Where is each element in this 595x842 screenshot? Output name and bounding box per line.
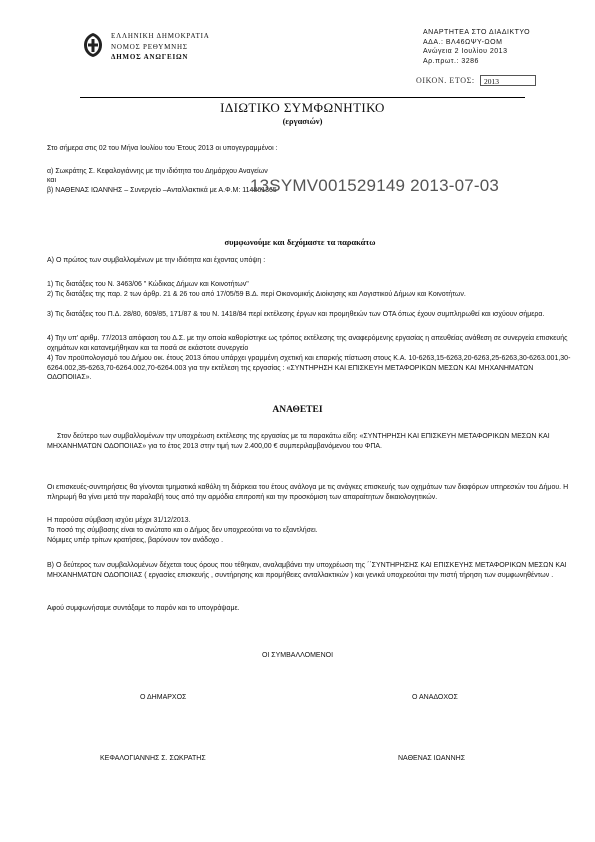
party-a: α) Σωκράτης Σ. Κεφαλογιάννης με την ιδιότητα του Δημάρχου Αναγείων xyxy=(47,168,268,175)
party-conjunction: και xyxy=(47,177,57,184)
agreement-heading: συμφωνούμε και δεχόμαστε τα παρακάτω xyxy=(224,237,376,247)
term-max-amount: Το ποσό της σύμβασης είναι το ανώτατο και ο Δήμος δεν υποχρεούται να το εξαντλήσει. xyxy=(47,527,318,534)
contractor-name: ΝΑΘΕΝΑΣ ΙΩΑΝΝΗΣ xyxy=(398,755,466,762)
consideration-5: 4) Τον προϋπολογισμό του Δήμου οικ. έτους 2013 όπου υπάρχει γραμμένη σχετική και επαρκής πίστωση στους Κ.Α. 10-6263,15-6263,20-6263,25-6263,30-6263.001,30-6264.002,35-6263,70-6264.002,70-6264.003 για την εκτέλεση της εργασίας : «ΣΥΝΤΗΡΗΣΗ ΚΑΙ ΕΠΙΣΚΕΥΗ ΜΕΤΑΦΟΡΙΚΩΝ ΜΕΣΩΝ ΚΑΙ ΜΗΧΑΝΗΜΑΤΩΝ ΟΔΟΠΟΙΙΑΣ». xyxy=(47,355,571,382)
mayor-role: Ο ΔΗΜΑΡΧΟΣ xyxy=(140,694,187,701)
assign-heading: ΑΝΑΘΕΤΕΙ xyxy=(272,405,323,415)
consideration-2: 2) Τις διατάξεις της παρ. 2 των άρθρ. 21 & 26 του από 17/05/59 Β.Δ. περί Οικονομικής Διοίκησης και Λογιστικού Δήμων και Κοινοτήτων. xyxy=(47,291,466,298)
org-prefecture: ΝΟΜΟΣ ΡΕΘΥΜΝΗΣ xyxy=(111,42,188,51)
second-party-acceptance: Β) Ο δεύτερος των συμβαλλομένων δέχεται τους όρους που τέθηκαν, αναλαμβάνει την υποχρέωση της ΄΄ΣΥΝΤΗΡΗΣΗΣ ΚΑΙ ΕΠΙΣΚΕΥΗΣ ΜΕΤΑΦΟΡΙΚΩΝ ΜΕΣΩΝ ΚΑΙ ΜΗΧΑΝΗΜΑΤΩΝ ΟΔΟΠΟΙΙΑΣ ( εργασίες επισκευής , συντήρησης και προμήθειες ανταλλακτικών ) και γενικά υποχρεούται την πιστή τήρηση των συμφωνηθέντων . xyxy=(47,562,567,579)
fiscal-year-label: ΟΙΚΟΝ. ΕΤΟΣ: xyxy=(416,76,475,85)
registry-watermark: 13SYMV001529149 2013-07-03 xyxy=(250,176,500,195)
title-rule xyxy=(80,97,525,98)
greek-emblem-seal xyxy=(81,32,105,58)
org-country: ΕΛΛΗΝΙΚΗ ΔΗΜΟΚΡΑΤΙΑ xyxy=(111,32,210,40)
intro-text: Στο σήμερα στις 02 του Μήνα Ιουλίου του Έτους 2013 οι υπογεγραμμένοι : xyxy=(47,145,278,152)
document-reference-block xyxy=(423,28,530,66)
document-title: ΙΔΙΩΤΙΚΟ ΣΥΜΦΩΝΗΤΙΚΟ xyxy=(220,100,385,115)
fiscal-year-value: 2013 xyxy=(480,75,536,86)
document-date: Ανώγεια 2 Ιουλίου 2013 xyxy=(423,48,508,56)
party-b: β) ΝΑΘΕΝΑΣ ΙΩΑΝΝΗΣ – Συνεργείο –Ανταλλακτικά με Α.Φ.Μ: 114861365 xyxy=(47,187,277,194)
term-deductions: Νόμιμες υπέρ τρίτων κρατήσεις, βαρύνουν τον ανάδοχο . xyxy=(47,537,224,544)
contractor-role: Ο ΑΝΑΔΟΧΟΣ xyxy=(412,694,458,701)
consideration-1: 1) Τις διατάξεις του Ν. 3463/06 " Κώδικας Δήμων και Κοινοτήτων" xyxy=(47,281,249,288)
issuing-organization xyxy=(111,31,210,63)
protocol-number: Αρ.πρωτ.: 3286 xyxy=(423,57,479,65)
term-validity: Η παρούσα σύμβαση ισχύει μέχρι 31/12/2013. xyxy=(47,517,191,524)
first-party-intro: Α) Ο πρώτος των συμβαλλομένων με την ιδιότητα και έχοντας υπόψη : xyxy=(47,257,266,264)
closing-statement: Αφού συμφωνήσαμε συντάξαμε το παρόν και το υπογράψαμε. xyxy=(47,605,240,612)
internet-posting-note: ΑΝΑΡΤΗΤΕΑ ΣΤΟ ΔΙΑΔΙΚΤΥΟ xyxy=(423,29,531,36)
ada-code: ΑΔΑ.: ΒΛ46ΩΨΥ-ΩΟΜ xyxy=(423,38,503,46)
org-municipality: ΔΗΜΟΣ ΑΝΩΓΕΙΩΝ xyxy=(111,53,189,61)
term-payment: Οι επισκευές-συντηρήσεις θα γίνονται τμηματικά καθόλη τη διάρκεια του έτους ανάλογα με τις ανάγκες επισκευής των οχημάτων των διαφόρων υπηρεσιών του Δήμου. Η πληρωμή θα γίνει μετά την παραλαβή τους από την αρμόδια επιτροπή και την προσκόμιση των απαραίτητων δικαιολογητικών. xyxy=(47,484,569,501)
consideration-4: 4) Την υπ' αριθμ. 77/2013 απόφαση του Δ.Σ. με την οποία καθορίστηκε ως τρόπος εκτέλεσης της αναφερόμενης εργασίας η απευθείας ανάθεση σε συνεργεία επισκευής οχημάτων και κατανεμήθηκαν και τα ποσά σε εκάστοτε συνεργείο xyxy=(47,335,568,352)
mayor-name: ΚΕΦΑΛΟΓΙΑΝΝΗΣ Σ. ΣΩΚΡΑΤΗΣ xyxy=(100,755,206,762)
signatories-heading: ΟΙ ΣΥΜΒΑΛΛΟΜΕΝΟΙ xyxy=(261,652,334,659)
consideration-3: 3) Τις διατάξεις του Π.Δ. 28/80, 609/85, 171/87 & του Ν. 1418/84 περί εκτέλεσης έργων και προμηθειών των ΟΤΑ όπως έχουν συμπληρωθεί και ισχύουν σήμερα. xyxy=(47,311,545,318)
assign-text: Στον δεύτερο των συμβαλλομένων την υποχρέωση εκτέλεσης της εργασίας με τα παρακάτω είδη: «ΣΥΝΤΗΡΗΣΗ ΚΑΙ ΕΠΙΣΚΕΥΗ ΜΕΤΑΦΟΡΙΚΩΝ ΜΕΣΩΝ ΚΑΙ ΜΗΧΑΝΗΜΑΤΩΝ ΟΔΟΠΟΙΙΑΣ» για το έτος 2013 στην τιμή των 2.400,00 € συμπεριλαμβανόμενου του ΦΠΑ. xyxy=(47,433,550,450)
document-subtitle: (εργασιών) xyxy=(282,116,323,126)
